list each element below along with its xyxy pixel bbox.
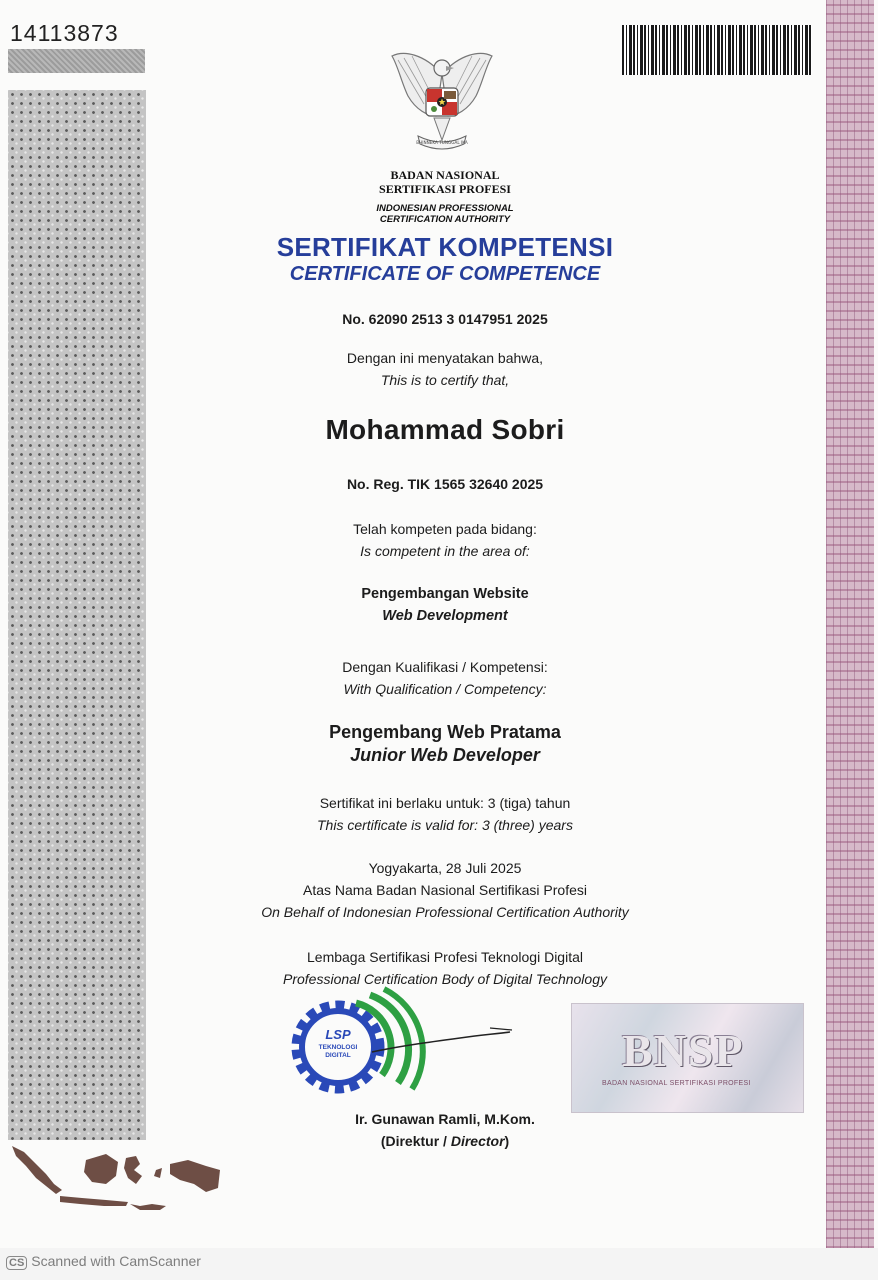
issue-place-date [150,857,740,923]
validity [150,792,740,836]
agency-name-en [150,203,740,225]
intro-en: This is to certify that, [380,372,510,388]
lsp-logo-bottom: DIGITAL [325,1052,351,1059]
bnsp-logo-mark: BNSP [622,1025,744,1076]
signer-title [150,1130,740,1152]
serial-security-strip [8,49,145,73]
certification-body [150,946,740,990]
area-label-en: Is competent in the area of: [360,543,530,559]
signature-image [370,1020,520,1060]
right-security-border [826,0,874,1248]
signer-name: Ir. Gunawan Ramli, M.Kom. [355,1111,535,1127]
qualification [150,721,740,767]
signer-block [150,1108,740,1152]
qualification-id: Pengembang Web Pratama [329,722,561,742]
agency-en-line-1: INDONESIAN PROFESSIONAL [376,203,514,214]
garuda-emblem-icon [384,44,500,164]
indonesia-map-icon [10,1140,225,1220]
scanner-watermark [6,1253,201,1270]
place-date: Yogyakarta, 28 Juli 2025 [368,860,522,876]
emblem-motto: BHINNEKA TUNGGAL IKA [416,140,468,145]
signer-title-close: ) [504,1133,510,1149]
certification-body-id: Lembaga Sertifikasi Profesi Teknologi Digital [307,949,583,965]
agency-name [150,168,740,196]
certificate-title-en: CERTIFICATE OF COMPETENCE [289,263,601,285]
signer-title-id: (Direktur / [380,1133,451,1149]
left-security-pattern [8,90,146,1140]
on-behalf-id: Atas Nama Badan Nasional Sertifikasi Profesi [302,882,588,898]
agency-line-1: BADAN NASIONAL [390,168,500,182]
area-label [150,518,740,562]
agency-en-line-2: CERTIFICATION AUTHORITY [379,214,511,225]
serial-number: 14113873 [10,20,119,46]
area-en: Web Development [382,608,508,624]
barcode [622,25,812,75]
lsp-logo-top: LSP [325,1027,351,1042]
certification-body-en: Professional Certification Body of Digital Technology [283,971,607,987]
qualification-en: Junior Web Developer [350,745,540,765]
scanner-watermark-text: Scanned with CamScanner [31,1253,201,1269]
bnsp-hologram [571,1003,804,1113]
intro-id: Dengan ini menyatakan bahwa, [346,350,544,366]
qualification-label-en: With Qualification / Competency: [343,681,547,697]
qualification-label-id: Dengan Kualifikasi / Kompetensi: [342,659,548,675]
bnsp-logo-caption: BADAN NASIONAL SERTIFIKASI PROFESI [602,1080,751,1087]
qualification-label [150,656,740,700]
registration-number: No. Reg. TIK 1565 32640 2025 [346,476,544,492]
certificate-number: No. 62090 2513 3 0147951 2025 [342,311,548,327]
area-id: Pengembangan Website [361,586,529,602]
holder-name: Mohammad Sobri [325,414,565,445]
competency-area [150,583,740,627]
on-behalf-en: On Behalf of Indonesian Professional Certification Authority [261,904,629,920]
validity-id: Sertifikat ini berlaku untuk: 3 (tiga) tahun [319,795,571,811]
certificate-title: SERTIFIKAT KOMPETENSI [276,232,614,262]
signer-title-en: Director [450,1133,505,1149]
lsp-logo-mid: TEKNOLOGI [318,1044,358,1051]
intro-text [150,347,740,391]
validity-en: This certificate is valid for: 3 (three) years [317,817,573,833]
agency-line-2: SERTIFIKASI PROFESI [379,182,511,196]
camscanner-badge-icon: CS [6,1256,27,1270]
area-label-id: Telah kompeten pada bidang: [353,521,537,537]
